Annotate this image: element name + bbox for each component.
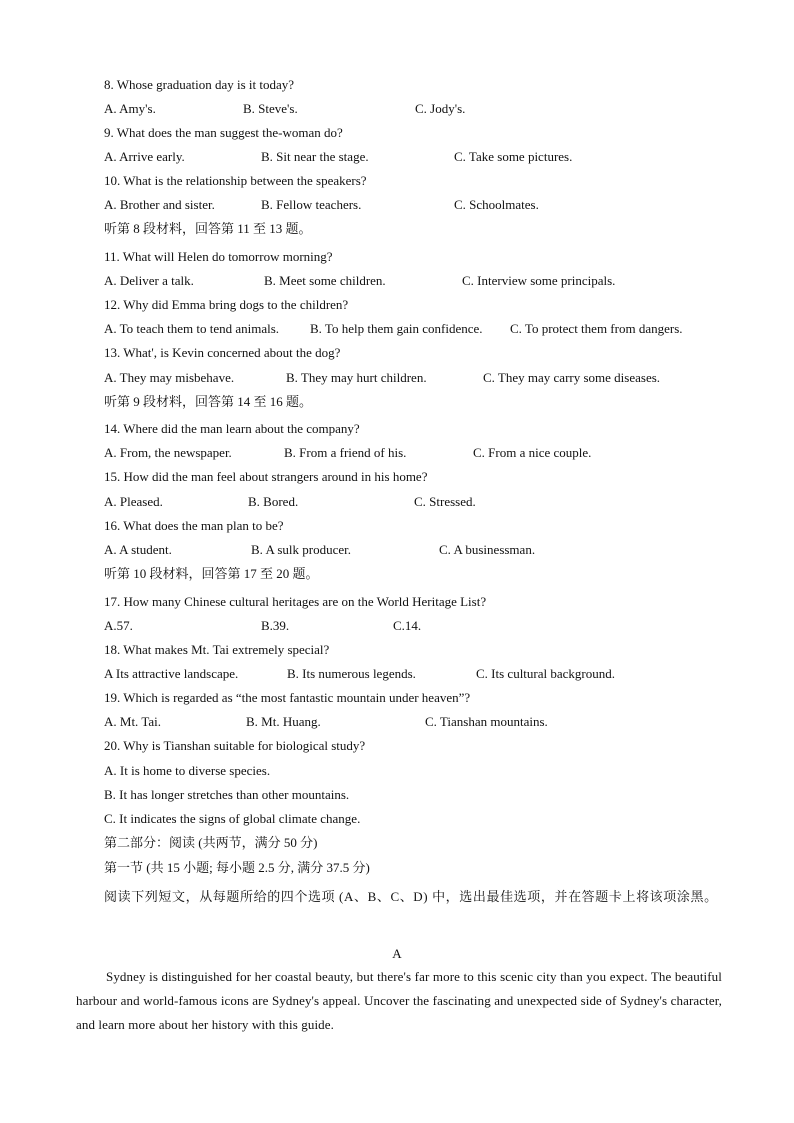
question-11: 11. What will Helen do tomorrow morning? [104,249,333,264]
option-15b: B. Bored. [248,494,299,509]
question-9: 9. What does the man suggest the-woman do? [104,125,343,140]
question-20: 20. Why is Tianshan suitable for biological study? [104,738,366,753]
reading-part-title: 第二部分：阅读 (共两节，满分 50 分) [104,835,318,850]
section-header-10: 听第 10 段材料，回答第 17 至 20 题。 [104,566,319,581]
option-18a: A Its attractive landscape. [104,666,239,681]
question-18: 18. What makes Mt. Tai extremely special? [104,642,330,657]
question-8: 8. Whose graduation day is it today? [104,77,295,92]
option-16a: A. A student. [104,542,172,557]
option-8b: B. Steve's. [243,101,298,116]
option-9a: A. Arrive early. [104,149,185,164]
option-15c: C. Stressed. [414,494,476,509]
option-19b: B. Mt. Huang. [246,714,321,729]
option-14c: C. From a nice couple. [473,445,592,460]
question-15: 15. How did the man feel about strangers around in his home? [104,469,428,484]
question-12: 12. Why did Emma bring dogs to the children? [104,297,349,312]
question-14: 14. Where did the man learn about the company? [104,421,360,436]
question-16: 16. What does the man plan to be? [104,518,284,533]
option-18b: B. Its numerous legends. [287,666,416,681]
question-10: 10. What is the relationship between the speakers? [104,173,367,188]
option-9c: C. Take some pictures. [454,149,573,164]
option-18c: C. Its cultural background. [476,666,615,681]
option-17c: C.14. [393,618,422,633]
question-13: 13. What', is Kevin concerned about the dog? [104,345,341,360]
option-8a: A. Amy's. [104,101,156,116]
reading-instructions: 阅读下列短文，从每题所给的四个选项 (A、B、C、D) 中，选出最佳选项，并在答题卡上将该项涂黑。 [104,889,718,904]
option-13a: A. They may misbehave. [104,370,235,385]
option-12c: C. To protect them from dangers. [510,321,683,336]
option-15a: A. Pleased. [104,494,163,509]
option-12a: A. To teach them to tend animals. [104,321,280,336]
option-9b: B. Sit near the stage. [261,149,369,164]
option-11c: C. Interview some principals. [462,273,616,288]
option-10c: C. Schoolmates. [454,197,539,212]
option-10b: B. Fellow teachers. [261,197,362,212]
option-13b: B. They may hurt children. [286,370,427,385]
option-8c: C. Jody's. [415,101,466,116]
option-13c: C. They may carry some diseases. [483,370,661,385]
section-header-9: 听第 9 段材料，回答第 14 至 16 题。 [104,394,313,409]
option-10a: A. Brother and sister. [104,197,215,212]
option-14a: A. From, the newspaper. [104,445,232,460]
option-19c: C. Tianshan mountains. [425,714,548,729]
option-17b: B.39. [261,618,290,633]
option-12b: B. To help them gain confidence. [310,321,483,336]
option-17a: A.57. [104,618,133,633]
question-17: 17. How many Chinese cultural heritages are on the World Heritage List? [104,594,487,609]
option-14b: B. From a friend of his. [284,445,407,460]
option-11a: A. Deliver a talk. [104,273,194,288]
option-20b: B. It has longer stretches than other mountains. [104,787,350,802]
reading-section-title: 第一节 (共 15 小题; 每小题 2.5 分, 满分 37.5 分) [104,860,370,875]
option-20c: C. It indicates the signs of global climate change. [104,811,361,826]
passage-label: A [392,946,402,961]
option-20a: A. It is home to diverse species. [104,763,271,778]
option-11b: B. Meet some children. [264,273,386,288]
option-16c: C. A businessman. [439,542,536,557]
section-header-8: 听第 8 段材料，回答第 11 至 13 题。 [104,221,312,236]
option-19a: A. Mt. Tai. [104,714,161,729]
question-19: 19. Which is regarded as “the most fantastic mountain under heaven”? [104,690,471,705]
option-16b: B. A sulk producer. [251,542,352,557]
passage-text: Sydney is distinguished for her coastal beauty, but there's far more to this scenic city than you expect. The beautiful harbour and world-famous icons are Sydney's appeal. Uncover the fascinating and unexpected side of Sydney's character, and learn more about her history with this guide. [76,969,722,1032]
